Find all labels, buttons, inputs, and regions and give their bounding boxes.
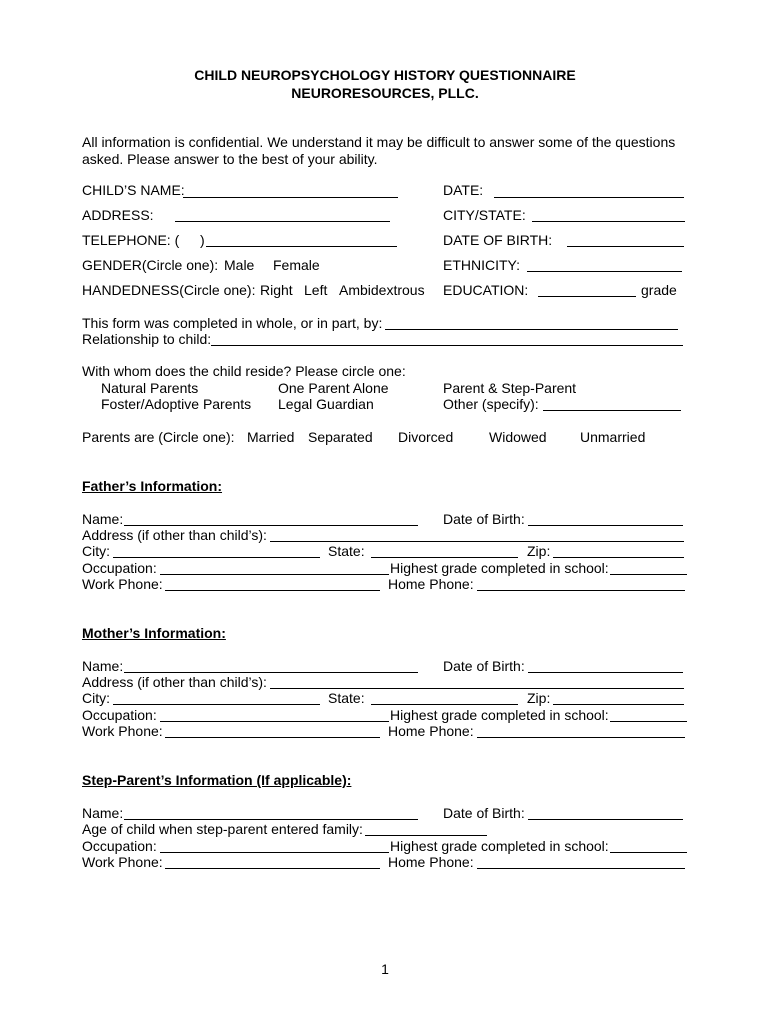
step-name-field[interactable] [124, 819, 418, 820]
mother-heading: Mother’s Information: [82, 625, 226, 641]
residence-option-step[interactable]: Parent & Step-Parent [443, 380, 577, 396]
education-field[interactable] [538, 296, 636, 297]
mother-city-field[interactable] [113, 704, 320, 705]
residence-question: With whom does the child reside? Please circle one: [82, 363, 406, 379]
education-label: EDUCATION: [443, 282, 529, 298]
dob-field[interactable] [567, 246, 684, 247]
residence-other-field[interactable] [543, 410, 681, 411]
mother-zip-label: Zip: [527, 690, 551, 706]
mother-occupation-label: Occupation: [82, 707, 157, 723]
mother-address-field[interactable] [270, 688, 684, 689]
marital-label: Parents are (Circle one): [82, 429, 235, 445]
completed-by-field[interactable] [385, 329, 678, 330]
hand-option-ambidextrous[interactable]: Ambidextrous [339, 282, 425, 298]
mother-city-label: City: [82, 690, 110, 706]
step-occupation-label: Occupation: [82, 838, 157, 854]
relationship-field[interactable] [211, 345, 683, 346]
father-grade-label: Highest grade completed in school: [390, 560, 609, 576]
gender-option-female[interactable]: Female [273, 257, 320, 273]
handedness-label: HANDEDNESS(Circle one): [82, 282, 256, 298]
step-name-label: Name: [82, 805, 124, 821]
step-work-phone-label: Work Phone: [82, 854, 163, 870]
father-grade-field[interactable] [610, 574, 687, 575]
mother-zip-field[interactable] [553, 704, 684, 705]
residence-option-other[interactable]: Other (specify): [443, 396, 539, 412]
father-dob-field[interactable] [528, 525, 683, 526]
step-grade-field[interactable] [610, 852, 687, 853]
ethnicity-field[interactable] [527, 271, 682, 272]
step-age-label: Age of child when step-parent entered family: [82, 821, 363, 837]
mother-name-field[interactable] [124, 672, 418, 673]
child-name-label: CHILD’S NAME: [82, 182, 185, 198]
mother-work-phone-label: Work Phone: [82, 723, 163, 739]
grade-suffix: grade [641, 282, 677, 298]
residence-option-guardian[interactable]: Legal Guardian [278, 396, 374, 412]
father-work-phone-label: Work Phone: [82, 576, 163, 592]
intro-text-1: All information is confidential. We understand it may be difficult to answer some of the questions [82, 134, 676, 150]
date-label: DATE: [443, 182, 484, 198]
mother-grade-label: Highest grade completed in school: [390, 707, 609, 723]
address-label: ADDRESS: [82, 207, 154, 223]
step-age-field[interactable] [365, 835, 487, 836]
step-dob-label: Date of Birth: [443, 805, 525, 821]
mother-occupation-field[interactable] [160, 721, 389, 722]
ethnicity-label: ETHNICITY: [443, 257, 521, 273]
father-name-field[interactable] [124, 525, 418, 526]
child-name-field[interactable] [183, 197, 398, 198]
father-occupation-field[interactable] [160, 574, 389, 575]
father-zip-label: Zip: [527, 543, 551, 559]
step-home-phone-label: Home Phone: [388, 854, 474, 870]
father-work-phone-field[interactable] [165, 590, 380, 591]
address-field[interactable] [175, 221, 390, 222]
telephone-paren: ) [200, 232, 205, 248]
residence-option-natural[interactable]: Natural Parents [101, 380, 199, 396]
father-dob-label: Date of Birth: [443, 511, 525, 527]
residence-option-foster[interactable]: Foster/Adoptive Parents [101, 396, 252, 412]
mother-home-phone-field[interactable] [477, 737, 685, 738]
father-state-label: State: [328, 543, 365, 559]
step-home-phone-field[interactable] [477, 868, 685, 869]
marital-option-widowed[interactable]: Widowed [489, 429, 547, 445]
form-title: CHILD NEUROPSYCHOLOGY HISTORY QUESTIONNAIRE [194, 67, 576, 83]
hand-option-right[interactable]: Right [260, 282, 293, 298]
marital-option-married[interactable]: Married [247, 429, 295, 445]
gender-label: GENDER(Circle one): [82, 257, 219, 273]
page-number: 1 [381, 961, 389, 977]
father-city-field[interactable] [113, 557, 320, 558]
father-home-phone-label: Home Phone: [388, 576, 474, 592]
father-home-phone-field[interactable] [477, 590, 685, 591]
mother-grade-field[interactable] [610, 721, 687, 722]
marital-option-divorced[interactable]: Divorced [398, 429, 454, 445]
city-state-label: CITY/STATE: [443, 207, 526, 223]
mother-dob-field[interactable] [528, 672, 683, 673]
completed-by-label: This form was completed in whole, or in part, by: [82, 315, 383, 331]
form-subtitle: NEURORESOURCES, PLLC. [291, 85, 479, 101]
father-heading: Father’s Information: [82, 478, 223, 494]
city-state-field[interactable] [532, 221, 685, 222]
father-name-label: Name: [82, 511, 124, 527]
step-dob-field[interactable] [528, 819, 683, 820]
mother-name-label: Name: [82, 658, 124, 674]
marital-option-separated[interactable]: Separated [308, 429, 373, 445]
mother-state-field[interactable] [371, 704, 518, 705]
father-address-label: Address (if other than child’s): [82, 527, 267, 543]
gender-option-male[interactable]: Male [224, 257, 255, 273]
mother-home-phone-label: Home Phone: [388, 723, 474, 739]
intro-text-2: asked. Please answer to the best of your ability. [82, 151, 378, 167]
father-city-label: City: [82, 543, 110, 559]
date-field[interactable] [494, 197, 684, 198]
step-occupation-field[interactable] [160, 852, 389, 853]
father-address-field[interactable] [270, 541, 684, 542]
step-grade-label: Highest grade completed in school: [390, 838, 609, 854]
father-occupation-label: Occupation: [82, 560, 157, 576]
mother-address-label: Address (if other than child’s): [82, 674, 267, 690]
hand-option-left[interactable]: Left [304, 282, 328, 298]
mother-work-phone-field[interactable] [165, 737, 380, 738]
dob-label: DATE OF BIRTH: [443, 232, 553, 248]
father-state-field[interactable] [371, 557, 518, 558]
father-zip-field[interactable] [553, 557, 684, 558]
step-work-phone-field[interactable] [165, 868, 380, 869]
relationship-label: Relationship to child: [82, 331, 212, 347]
telephone-field[interactable] [206, 246, 397, 247]
mother-dob-label: Date of Birth: [443, 658, 525, 674]
marital-option-unmarried[interactable]: Unmarried [580, 429, 646, 445]
telephone-label: TELEPHONE: ( [82, 232, 180, 248]
step-parent-heading: Step-Parent’s Information (If applicable): [82, 772, 352, 788]
residence-option-one-parent[interactable]: One Parent Alone [278, 380, 389, 396]
mother-state-label: State: [328, 690, 365, 706]
